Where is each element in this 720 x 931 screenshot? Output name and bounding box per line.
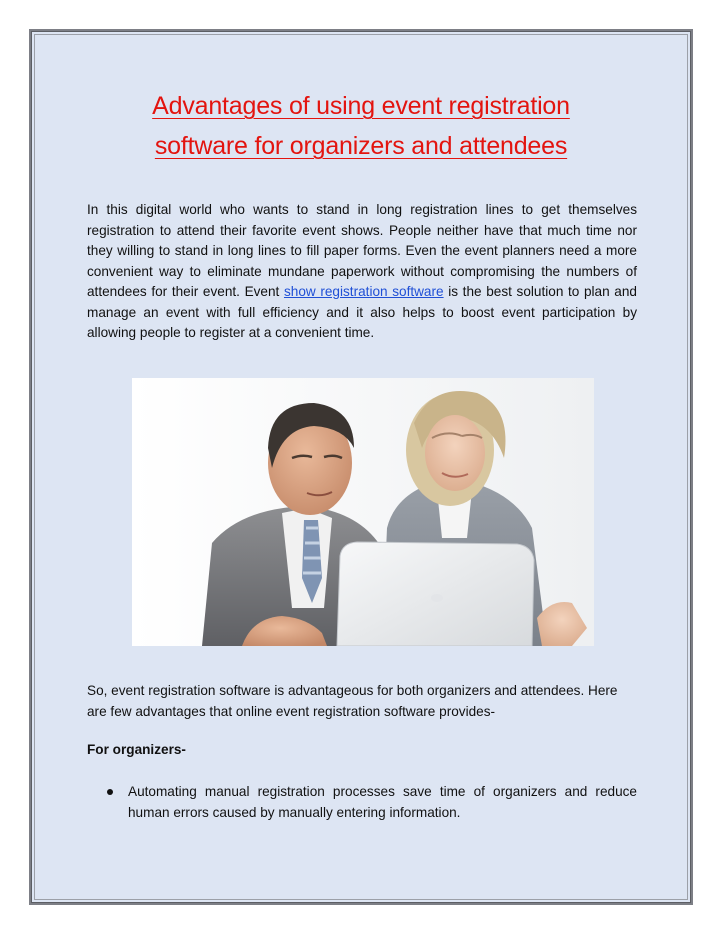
title-line-2: software for organizers and attendees [154, 132, 568, 160]
intro-text-after-link: is the best solution to plan and manage an event with full efficiency and it also helps to boost event participation by allowing people to register at a convenient time. [87, 284, 637, 340]
section-heading-organizers: For organizers- [87, 742, 186, 757]
list-item [87, 782, 637, 823]
intro-text-before-link: In this digital world who wants to stand in long registration lines to get themselves registration to attend their favorite event shows. People neither have that much time nor they willing to stand in long lines to fill paper forms. Even the event planners need a more convenient way to eliminate mundane paperwork without compromising the numbers of attendees for their event. Event [87, 202, 637, 299]
office-photo [132, 378, 594, 646]
document-page [29, 29, 693, 905]
organizers-bullet-list [87, 782, 637, 823]
summary-paragraph: So, event registration software is advantageous for both organizers and attendees. Here are few advantages that online event registration software provides- [87, 683, 618, 719]
show-registration-software-link[interactable]: show registration software [283, 284, 444, 299]
bullet-icon [107, 789, 113, 795]
intro-paragraph [87, 200, 637, 344]
title-line-1: Advantages of using event registration [152, 92, 570, 120]
bullet-text: Automating manual registration processes save time of organizers and reduce human errors caused by manually entering information. [128, 784, 637, 820]
page-title [61, 86, 661, 166]
